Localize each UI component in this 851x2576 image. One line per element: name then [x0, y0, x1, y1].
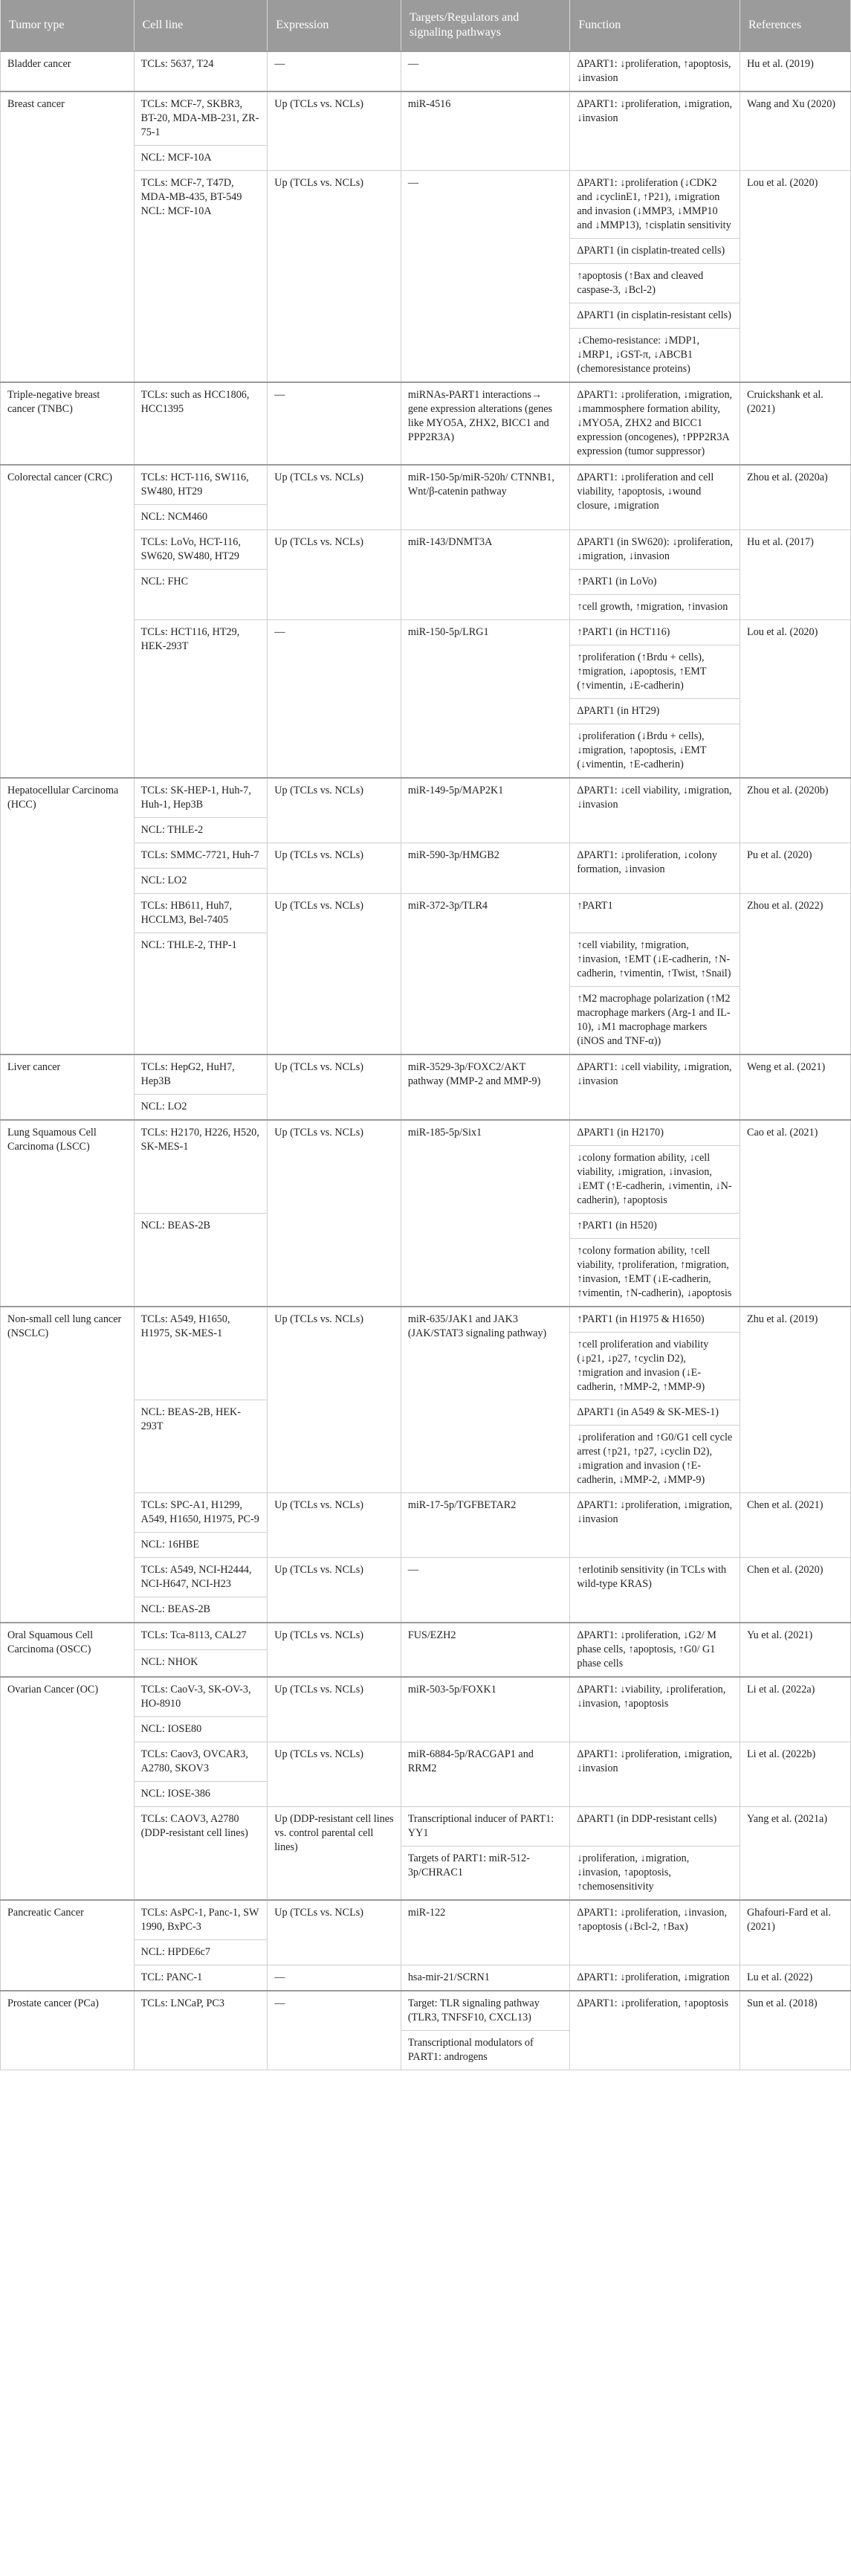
table-cell: NCL: BEAS-2B	[134, 1597, 268, 1623]
table-cell: Up (TCLs vs. NCLs)	[268, 1307, 401, 1493]
table-cell: ΔPART1: ↓cell viability, ↓migration, ↓invasion	[570, 1054, 740, 1120]
table-cell: NCL: BEAS-2B	[134, 1214, 268, 1307]
table-cell: TCLs: LoVo, HCT-116, SW620, SW480, HT29	[134, 530, 268, 570]
table-cell: Sun et al. (2018)	[740, 1991, 850, 2070]
table-cell: Up (TCLs vs. NCLs)	[268, 1677, 401, 1742]
table-cell: Transcriptional modulators of PART1: androgens	[401, 2031, 570, 2070]
table-cell: Li et al. (2022b)	[740, 1742, 850, 1807]
table-cell: Up (TCLs vs. NCLs)	[268, 1054, 401, 1120]
table-cell: Hu et al. (2019)	[740, 51, 850, 91]
table-cell: TCLs: H2170, H226, H520, SK-MES-1	[134, 1120, 268, 1214]
table-cell: ↑PART1 (in H1975 & H1650)	[570, 1307, 740, 1333]
table-cell: Lou et al. (2020)	[740, 171, 850, 383]
table-cell: Up (TCLs vs. NCLs)	[268, 530, 401, 620]
table-cell: miR-143/DNMT3A	[401, 530, 570, 620]
header-targets: Targets/Regulators and signaling pathways	[401, 0, 570, 51]
table-cell: Oral Squamous Cell Carcinoma (OSCC)	[1, 1623, 135, 1677]
table-cell: ↑cell proliferation and viability (↓p21, ↓p27, ↑cyclin D2), ↑migration and invasion (↓E-cadherin, ↑MMP-2, ↑MMP-9)	[570, 1333, 740, 1400]
table-cell: Zhou et al. (2020a)	[740, 465, 850, 530]
table-cell: Ghafouri-Fard et al. (2021)	[740, 1900, 850, 1965]
table-body	[1, 51, 851, 2070]
table-cell: TCLs: HepG2, HuH7, Hep3B	[134, 1054, 268, 1095]
table-cell: Up (TCLs vs. NCLs)	[268, 171, 401, 383]
table-cell: ↑M2 macrophage polarization (↑M2 macrophage markers (Arg-1 and IL-10), ↓M1 macrophage markers (iNOS and TNF-α))	[570, 987, 740, 1055]
table-row	[1, 382, 851, 465]
table-cell: TCLs: A549, H1650, H1975, SK-MES-1	[134, 1307, 268, 1400]
table-cell: Zhu et al. (2019)	[740, 1307, 850, 1493]
header-cell-line: Cell line	[134, 0, 268, 51]
header-tumor-type: Tumor type	[1, 0, 135, 51]
table-cell: Non-small cell lung cancer (NSCLC)	[1, 1307, 135, 1623]
table-cell: Chen et al. (2021)	[740, 1493, 850, 1558]
table-cell: Up (TCLs vs. NCLs)	[268, 894, 401, 1055]
header-function: Function	[570, 0, 740, 51]
table-cell: TCLs: HCT-116, SW116, SW480, HT29	[134, 465, 268, 505]
table-cell: ΔPART1 (in DDP-resistant cells)	[570, 1807, 740, 1846]
table-cell: Targets of PART1: miR-512-3p/CHRAC1	[401, 1846, 570, 1901]
table-cell: miR-503-5p/FOXK1	[401, 1677, 570, 1742]
table-cell: Cruickshank et al. (2021)	[740, 382, 850, 465]
table-cell: —	[401, 171, 570, 383]
table-row	[1, 1991, 851, 2031]
table-cell: Zhou et al. (2020b)	[740, 778, 850, 843]
table-cell: Up (TCLs vs. NCLs)	[268, 1558, 401, 1623]
table-cell: Breast cancer	[1, 91, 135, 382]
table-cell: ↑proliferation (↑Brdu + cells), ↑migration, ↓apoptosis, ↑EMT (↑vimentin, ↓E-cadherin)	[570, 645, 740, 699]
table-cell: NCL: BEAS-2B, HEK-293T	[134, 1400, 268, 1493]
table-cell: ΔPART1 (in cisplatin-treated cells)	[570, 239, 740, 264]
table-cell: Li et al. (2022a)	[740, 1677, 850, 1742]
table-cell: NCL: 16HBE	[134, 1533, 268, 1558]
table-cell: TCLs: MCF-7, T47D, MDA-MB-435, BT-549 NCL: MCF-10A	[134, 171, 268, 383]
table-cell: NCL: LO2	[134, 869, 268, 894]
table-cell: Triple-negative breast cancer (TNBC)	[1, 382, 135, 465]
table-cell: miR-149-5p/MAP2K1	[401, 778, 570, 843]
table-cell: Pancreatic Cancer	[1, 1900, 135, 1991]
table-cell: TCLs: Tca-8113, CAL27	[134, 1623, 268, 1650]
table-cell: TCLs: HCT116, HT29, HEK-293T	[134, 620, 268, 779]
table-cell: ↑colony formation ability, ↑cell viability, ↑proliferation, ↑migration, ↑invasion, ↑EMT (↓E-cadherin, ↑vimentin, ↑N-cadherin), ↓apoptosis	[570, 1239, 740, 1307]
table-cell: ΔPART1: ↓proliferation, ↑apoptosis, ↓invasion	[570, 51, 740, 91]
table-cell: ↓proliferation, ↓migration, ↓invasion, ↑apoptosis, ↑chemosensitivity	[570, 1846, 740, 1901]
table-cell: FUS/EZH2	[401, 1623, 570, 1677]
table-cell: —	[268, 620, 401, 779]
table-cell: Up (TCLs vs. NCLs)	[268, 1120, 401, 1307]
table-cell: ΔPART1 (in SW620): ↓proliferation, ↓migration, ↓invasion	[570, 530, 740, 570]
table-cell: ↓Chemo-resistance: ↓MDP1, ↓MRP1, ↓GST-π, ↓ABCB1 (chemoresistance proteins)	[570, 329, 740, 383]
header-expression: Expression	[268, 0, 401, 51]
table-cell: hsa-mir-21/SCRN1	[401, 1965, 570, 1991]
table-cell: —	[401, 1558, 570, 1623]
table-cell: ΔPART1: ↓cell viability, ↓migration, ↓invasion	[570, 778, 740, 843]
table-cell: TCLs: SPC-A1, H1299, A549, H1650, H1975, PC-9	[134, 1493, 268, 1533]
table-cell: NCL: IOSE-386	[134, 1782, 268, 1807]
table-cell: Lou et al. (2020)	[740, 620, 850, 779]
table-cell: ↑PART1	[570, 894, 740, 933]
table-cell: Pu et al. (2020)	[740, 843, 850, 894]
table-cell: ΔPART1 (in HT29)	[570, 699, 740, 724]
table-cell: Up (TCLs vs. NCLs)	[268, 91, 401, 171]
table-cell: ΔPART1: ↓proliferation (↓CDK2 and ↓cyclinE1, ↑P21), ↓migration and invasion (↓MMP3, ↓MMP10 and ↓MMP13), ↑cisplatin sensitivity	[570, 171, 740, 239]
table-cell: ΔPART1: ↓proliferation, ↓migration, ↓invasion	[570, 1493, 740, 1558]
table-cell: miR-590-3p/HMGB2	[401, 843, 570, 894]
table-cell: Up (TCLs vs. NCLs)	[268, 1742, 401, 1807]
table-cell: Wang and Xu (2020)	[740, 91, 850, 171]
table-row	[1, 1307, 851, 1333]
table-cell: Weng et al. (2021)	[740, 1054, 850, 1120]
table-cell: ΔPART1: ↓proliferation and cell viability, ↑apoptosis, ↓wound closure, ↓migration	[570, 465, 740, 530]
table-cell: ↑cell viability, ↑migration, ↑invasion, ↑EMT (↓E-cadherin, ↑N-cadherin, ↑vimentin, ↑Twist, ↑Snail)	[570, 933, 740, 987]
table-cell: TCLs: 5637, T24	[134, 51, 268, 91]
table-header	[1, 0, 851, 51]
table-cell: TCLs: SK-HEP-1, Huh-7, Huh-1, Hep3B	[134, 778, 268, 818]
table-cell: miRNAs-PART1 interactions→ gene expression alterations (genes like MYO5A, ZHX2, BICC1 and PPP2R3A)	[401, 382, 570, 465]
table-cell: ↑PART1 (in H520)	[570, 1214, 740, 1239]
table-cell: ΔPART1: ↓viability, ↓proliferation, ↓invasion, ↑apoptosis	[570, 1677, 740, 1742]
table-cell: ↓proliferation (↓Brdu + cells), ↓migration, ↑apoptosis, ↓EMT (↓vimentin, ↑E-cadherin)	[570, 724, 740, 779]
table-cell: —	[401, 51, 570, 91]
table-cell: ↑cell growth, ↑migration, ↑invasion	[570, 595, 740, 620]
table-cell: NCL: NCM460	[134, 505, 268, 530]
table-cell: Prostate cancer (PCa)	[1, 1991, 135, 2070]
table-cell: Lung Squamous Cell Carcinoma (LSCC)	[1, 1120, 135, 1307]
table-cell: Transcriptional inducer of PART1: YY1	[401, 1807, 570, 1846]
table-cell: ΔPART1 (in cisplatin-resistant cells)	[570, 303, 740, 329]
table-cell: miR-3529-3p/FOXC2/AKT pathway (MMP-2 and MMP-9)	[401, 1054, 570, 1120]
table-cell: TCLs: Caov3, OVCAR3, A2780, SKOV3	[134, 1742, 268, 1782]
table-row	[1, 1120, 851, 1146]
table-cell: Up (TCLs vs. NCLs)	[268, 465, 401, 530]
table-cell: miR-372-3p/TLR4	[401, 894, 570, 1055]
table-cell: ΔPART1: ↓proliferation, ↑apoptosis	[570, 1991, 740, 2070]
table-cell: NCL: NHOK	[134, 1650, 268, 1678]
table-cell: Target: TLR signaling pathway (TLR3, TNFSF10, CXCL13)	[401, 1991, 570, 2031]
table-cell: Hepatocellular Carcinoma (HCC)	[1, 778, 135, 1054]
table-cell: Hu et al. (2017)	[740, 530, 850, 620]
table-cell: miR-6884-5p/RACGAP1 and RRM2	[401, 1742, 570, 1807]
table-cell: Up (TCLs vs. NCLs)	[268, 1900, 401, 1965]
table-cell: Liver cancer	[1, 1054, 135, 1120]
table-cell: miR-17-5p/TGFBETAR2	[401, 1493, 570, 1558]
table-cell: TCLs: CAOV3, A2780 (DDP-resistant cell lines)	[134, 1807, 268, 1901]
table-cell: NCL: MCF-10A	[134, 146, 268, 171]
table-cell: Up (DDP-resistant cell lines vs. control parental cell lines)	[268, 1807, 401, 1901]
table-cell: ΔPART1: ↓proliferation, ↓migration	[570, 1965, 740, 1991]
table-row	[1, 778, 851, 818]
table-cell: TCLs: SMMC-7721, Huh-7	[134, 843, 268, 869]
table-cell: miR-4516	[401, 91, 570, 171]
table-cell: Up (TCLs vs. NCLs)	[268, 1623, 401, 1677]
table-cell: Up (TCLs vs. NCLs)	[268, 778, 401, 843]
table-cell: ↓proliferation and ↑G0/G1 cell cycle arrest (↑p21, ↑p27, ↓cyclin D2), ↓migration and invasion (↑E-cadherin, ↓MMP-2, ↓MMP-9)	[570, 1426, 740, 1493]
table-cell: —	[268, 1965, 401, 1991]
table-row	[1, 91, 851, 146]
table-cell: Up (TCLs vs. NCLs)	[268, 1493, 401, 1558]
table-cell: Colorectal cancer (CRC)	[1, 465, 135, 778]
table-cell: —	[268, 382, 401, 465]
table-cell: ↑PART1 (in HCT116)	[570, 620, 740, 645]
table-cell: ΔPART1 (in H2170)	[570, 1120, 740, 1146]
table-cell: ΔPART1: ↓proliferation, ↓invasion, ↑apoptosis (↓Bcl-2, ↑Bax)	[570, 1900, 740, 1965]
table-row	[1, 1677, 851, 1717]
table-cell: TCLs: MCF-7, SKBR3, BT-20, MDA-MB-231, ZR-75-1	[134, 91, 268, 146]
table-cell: NCL: HPDE6c7	[134, 1940, 268, 1965]
table-cell: TCLs: A549, NCI-H2444, NCI-H647, NCI-H23	[134, 1558, 268, 1597]
table-cell: NCL: THLE-2, THP-1	[134, 933, 268, 1055]
table-cell: TCLs: LNCaP, PC3	[134, 1991, 268, 2070]
table-cell: Up (TCLs vs. NCLs)	[268, 843, 401, 894]
table-cell: Cao et al. (2021)	[740, 1120, 850, 1307]
table-cell: Yang et al. (2021a)	[740, 1807, 850, 1901]
table-cell: Zhou et al. (2022)	[740, 894, 850, 1055]
table-row	[1, 1054, 851, 1095]
table-cell: ΔPART1: ↓proliferation, ↓migration, ↓mammosphere formation ability, ↓MYO5A, ZHX2 and BICC1 expression (oncogenes), ↑PPP2R3A expression (tumor suppressor)	[570, 382, 740, 465]
table-cell: Ovarian Cancer (OC)	[1, 1677, 135, 1900]
table-cell: NCL: FHC	[134, 570, 268, 620]
table-cell: miR-150-5p/miR-520h/ CTNNB1, Wnt/β-catenin pathway	[401, 465, 570, 530]
table-row	[1, 1623, 851, 1650]
table-cell: TCL: PANC-1	[134, 1965, 268, 1991]
table-cell: ΔPART1: ↓proliferation, ↓migration, ↓invasion	[570, 91, 740, 171]
table-cell: —	[268, 1991, 401, 2070]
table-cell: TCLs: CaoV-3, SK-OV-3, HO-8910	[134, 1677, 268, 1717]
table-cell: Bladder cancer	[1, 51, 135, 91]
table-cell: ΔPART1: ↓proliferation, ↓G2/ M phase cells, ↑apoptosis, ↑G0/ G1 phase cells	[570, 1623, 740, 1677]
table-cell: miR-185-5p/Six1	[401, 1120, 570, 1307]
table-cell: —	[268, 51, 401, 91]
table-cell: NCL: THLE-2	[134, 818, 268, 843]
table-cell: TCLs: AsPC-1, Panc-1, SW 1990, BxPC-3	[134, 1900, 268, 1940]
table-cell: ↑erlotinib sensitivity (in TCLs with wild-type KRAS)	[570, 1558, 740, 1623]
table-cell: ↑PART1 (in LoVo)	[570, 570, 740, 595]
table-cell: miR-150-5p/LRG1	[401, 620, 570, 779]
table-row	[1, 465, 851, 505]
table-cell: Lu et al. (2022)	[740, 1965, 850, 1991]
table-cell: ↓colony formation ability, ↓cell viability, ↓migration, ↓invasion, ↓EMT (↑E-cadherin, ↓vimentin, ↓N-cadherin), ↑apoptosis	[570, 1146, 740, 1214]
table-row	[1, 51, 851, 91]
table-cell: ΔPART1 (in A549 & SK-MES-1)	[570, 1400, 740, 1426]
table-cell: ΔPART1: ↓proliferation, ↓colony formation, ↓invasion	[570, 843, 740, 894]
table-cell: ΔPART1: ↓proliferation, ↓migration, ↓invasion	[570, 1742, 740, 1807]
table-cell: TCLs: such as HCC1806, HCC1395	[134, 382, 268, 465]
table-cell: Chen et al. (2020)	[740, 1558, 850, 1623]
table-cell: TCLs: HB611, Huh7, HCCLM3, Bel-7405	[134, 894, 268, 933]
table-cell: miR-635/JAK1 and JAK3 (JAK/STAT3 signaling pathway)	[401, 1307, 570, 1493]
table-cell: ↑apoptosis (↑Bax and cleaved caspase-3, ↓Bcl-2)	[570, 264, 740, 303]
table-cell: NCL: IOSE80	[134, 1717, 268, 1742]
table-cell: NCL: LO2	[134, 1095, 268, 1121]
table-cell: Yu et al. (2021)	[740, 1623, 850, 1677]
table-row	[1, 1900, 851, 1940]
header-row	[1, 0, 851, 51]
header-references: References	[740, 0, 850, 51]
table-cell: miR-122	[401, 1900, 570, 1965]
